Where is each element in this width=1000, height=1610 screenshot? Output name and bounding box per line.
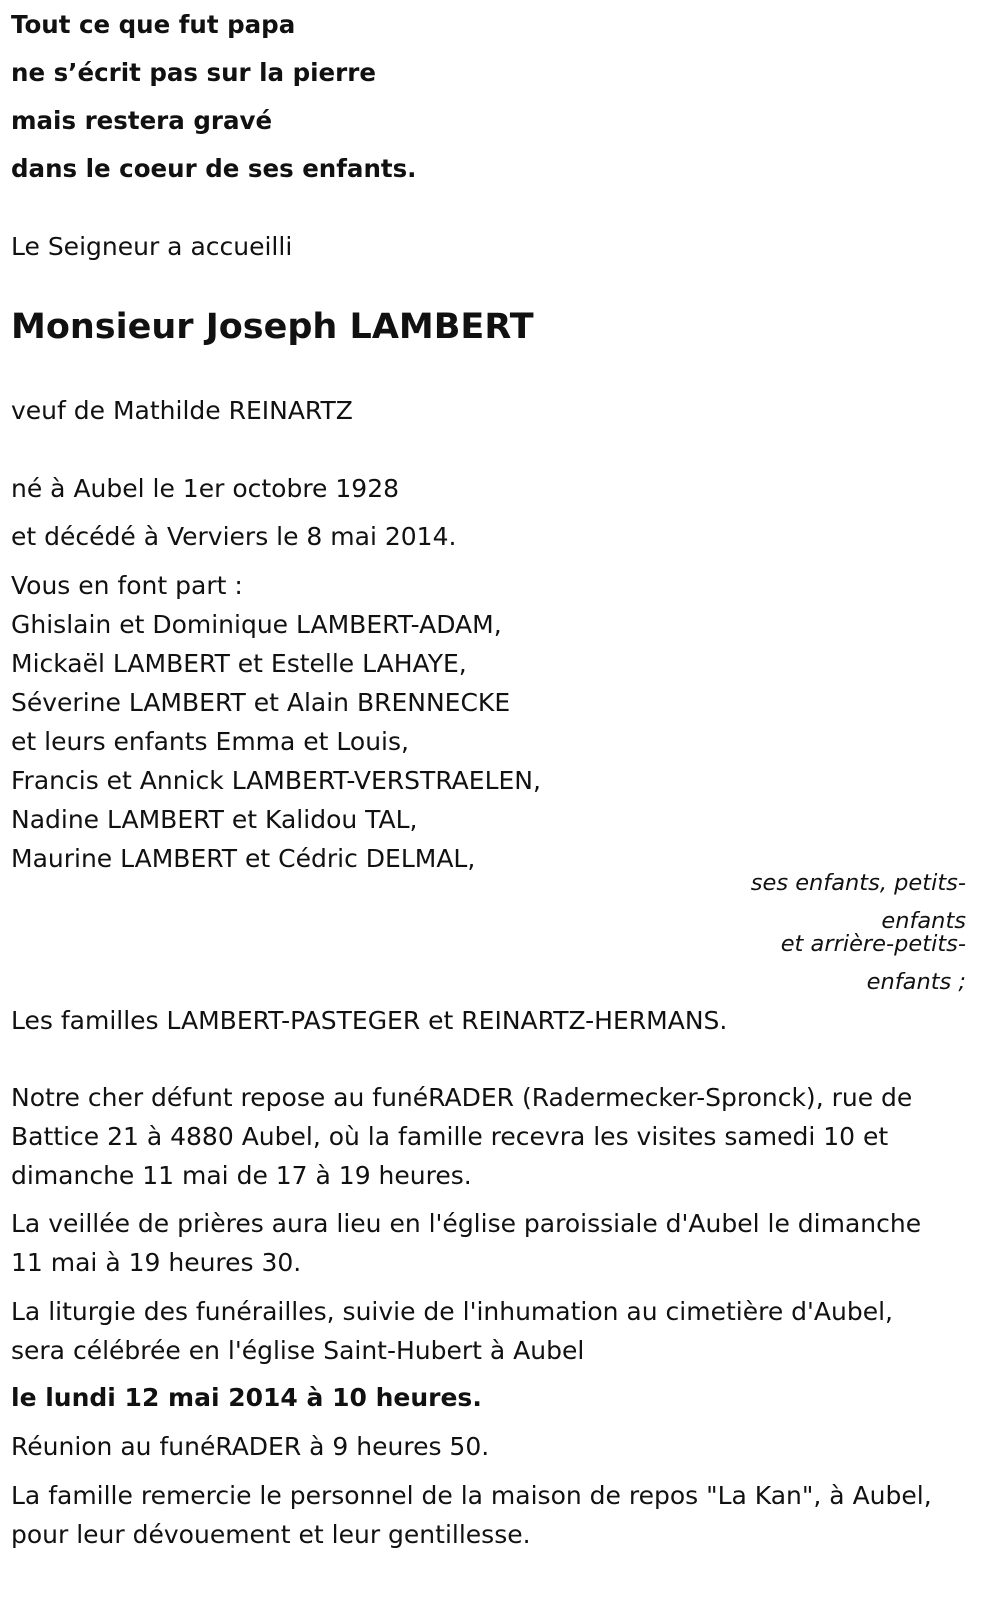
- family-line: Maurine LAMBERT et Cédric DELMAL,: [11, 844, 476, 873]
- poem-line: ne s’écrit pas sur la pierre: [11, 58, 376, 87]
- announcers-intro: Vous en font part :: [11, 571, 243, 600]
- widower-of: veuf de Mathilde REINARTZ: [11, 396, 353, 425]
- relation-note-line: et arrière-petits-: [780, 931, 966, 957]
- family-line: Mickaël LAMBERT et Estelle LAHAYE,: [11, 649, 467, 678]
- extended-families: Les familles LAMBERT-PASTEGER et REINARTZ-HERMANS.: [11, 1006, 728, 1035]
- birth-info: né à Aubel le 1er octobre 1928: [11, 474, 400, 503]
- family-line: Séverine LAMBERT et Alain BRENNECKE: [11, 688, 511, 717]
- poem-line: Tout ce que fut papa: [11, 10, 296, 39]
- deceased-name: Monsieur Joseph LAMBERT: [11, 307, 534, 347]
- family-line: Nadine LAMBERT et Kalidou TAL,: [11, 805, 418, 834]
- family-line: et leurs enfants Emma et Louis,: [11, 727, 409, 756]
- funeral-date: le lundi 12 mai 2014 à 10 heures.: [11, 1383, 482, 1412]
- vigil-line: 11 mai à 19 heures 30.: [11, 1248, 302, 1277]
- relation-note-line: ses enfants, petits-: [750, 870, 966, 896]
- rest-info-line: dimanche 11 mai de 17 à 19 heures.: [11, 1161, 472, 1190]
- relation-note-line: enfants ;: [866, 969, 966, 995]
- vigil-line: La veillée de prières aura lieu en l'église paroissiale d'Aubel le dimanche: [11, 1209, 922, 1238]
- liturgy-line: sera célébrée en l'église Saint-Hubert à Aubel: [11, 1336, 585, 1365]
- relation-note-line: enfants: [881, 908, 966, 934]
- intro-text: Le Seigneur a accueilli: [11, 232, 293, 261]
- rest-info-line: Battice 21 à 4880 Aubel, où la famille recevra les visites samedi 10 et: [11, 1122, 889, 1151]
- family-line: Ghislain et Dominique LAMBERT-ADAM,: [11, 610, 502, 639]
- thanks-line: La famille remercie le personnel de la maison de repos "La Kan", à Aubel,: [11, 1481, 932, 1510]
- rest-info-line: Notre cher défunt repose au funéRADER (Radermecker-Spronck), rue de: [11, 1083, 913, 1112]
- family-line: Francis et Annick LAMBERT-VERSTRAELEN,: [11, 766, 541, 795]
- thanks-line: pour leur dévouement et leur gentillesse.: [11, 1520, 531, 1549]
- liturgy-line: La liturgie des funérailles, suivie de l'inhumation au cimetière d'Aubel,: [11, 1297, 893, 1326]
- poem-line: dans le coeur de ses enfants.: [11, 154, 417, 183]
- poem-line: mais restera gravé: [11, 106, 273, 135]
- death-info: et décédé à Verviers le 8 mai 2014.: [11, 522, 457, 551]
- obituary-page: [11, 0, 989, 1610]
- meeting-info: Réunion au funéRADER à 9 heures 50.: [11, 1432, 490, 1461]
